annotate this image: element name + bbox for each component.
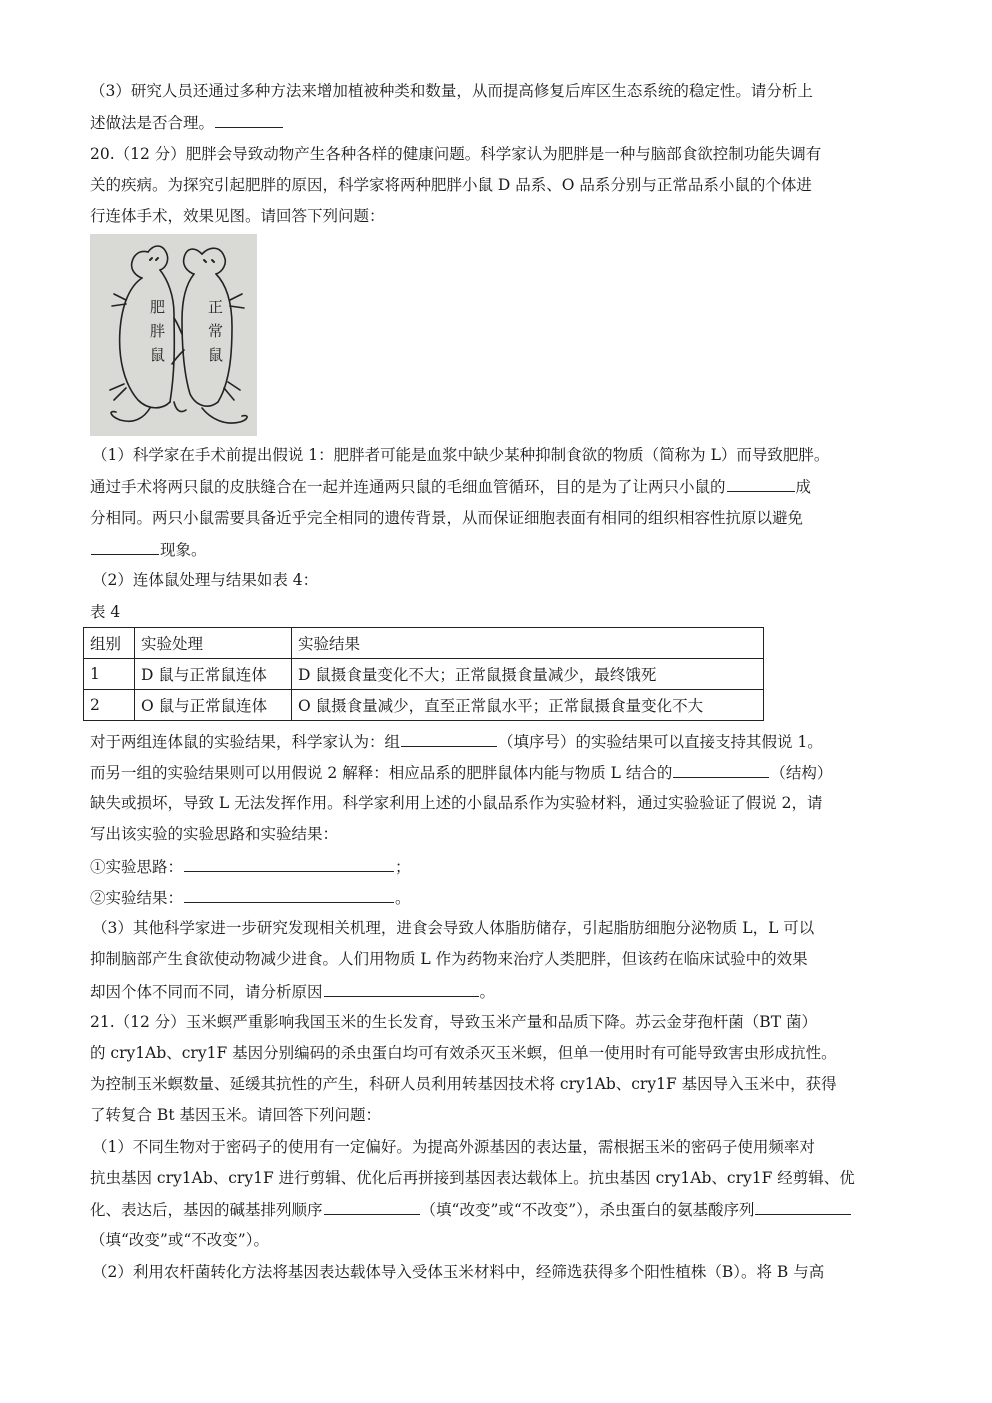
q20-p3-line2: 抑制脑部产生食欲使动物减少进食。人们用物质 L 作为药物来治疗人类肥胖，但该药在临床试验中的效果 <box>90 950 808 968</box>
table-4 <box>83 627 764 721</box>
experiment-result-line <box>90 886 904 909</box>
q20-p1-line2 <box>90 475 904 498</box>
q21-line2: 的 cry1Ab、cry1F 基因分别编码的杀虫蛋白均可有效杀灭玉米螟，但单一使用时有可能导致害虫形成抗性。 <box>90 1044 837 1062</box>
q20-p3-line1: （3）其他科学家进一步研究发现相关机理，进食会导致人体脂肪储存，引起脂肪细胞分泌物质 L，L 可以 <box>92 919 815 937</box>
table-caption: 表 4 <box>90 603 121 621</box>
q20-p3-line3 <box>90 980 904 1003</box>
q21-p1-line4: （填“改变”或“不改变”）。 <box>90 1231 269 1249</box>
answer-blank <box>324 980 479 997</box>
table-cell: 1 <box>84 659 135 690</box>
q20-p1-line3: 分相同。两只小鼠需要具备近乎完全相同的遗传背景，从而保证细胞表面有相同的组织相容性抗原以避免 <box>90 509 804 527</box>
q20-after-text-2a: 而另一组的实验结果则可以用假说 2 解释：相应品系的肥胖鼠体内能与物质 L 结合的 <box>90 764 673 782</box>
left-mouse-label-2: 胖 <box>150 322 166 340</box>
experiment-result-label: ②实验结果： <box>90 889 184 907</box>
q20-p3-text: 却因个体不同而不同，请分析原因 <box>90 983 323 1001</box>
q21-p1-text-3a: 化、表达后，基因的碱基排列顺序 <box>90 1201 323 1219</box>
q20-p2-line1: （2）连体鼠处理与结果如表 4： <box>92 571 319 589</box>
experiment-result-end: 。 <box>395 889 411 907</box>
q20-after-line3: 缺失或损坏，导致 L 无法发挥作用。科学家利用上述的小鼠品系作为实验材料，通过实验验证了假说 2，请 <box>90 794 823 812</box>
q21-p1-line3 <box>90 1198 904 1221</box>
answer-blank <box>401 730 497 747</box>
q20-after-text-1b: （填序号）的实验结果可以直接支持其假说 1。 <box>498 733 823 751</box>
left-mouse-label-3: 鼠 <box>150 346 166 364</box>
table-cell: O 鼠与正常鼠连体 <box>135 690 292 721</box>
table-header: 实验结果 <box>292 628 764 659</box>
q21-line1: 21.（12 分）玉米螟严重影响我国玉米的生长发育，导致玉米产量和品质下降。苏云金芽孢杆菌（BT 菌） <box>90 1013 817 1031</box>
q20-p1-line4 <box>90 538 904 561</box>
table-cell: O 鼠摄食量减少，直至正常鼠水平；正常鼠摄食量变化不大 <box>292 690 764 721</box>
q20-p3-end: 。 <box>479 983 496 1001</box>
q19-p3-line1: （3）研究人员还通过多种方法来增加植被种类和数量，从而提高修复后库区生态系统的稳定性。请分析上 <box>90 82 813 100</box>
table-header: 组别 <box>84 628 135 659</box>
answer-blank <box>755 1198 851 1215</box>
q20-intro-line1: 20.（12 分）肥胖会导致动物产生各种各样的健康问题。科学家认为肥胖是一种与脑部食欲控制功能失调有 <box>90 145 822 163</box>
q21-line3: 为控制玉米螟数量、延缓其抗性的产生，科研人员利用转基因技术将 cry1Ab、cry1F 基因导入玉米中，获得 <box>90 1075 837 1093</box>
q20-after-line4: 写出该实验的实验思路和实验结果： <box>90 825 339 843</box>
q21-p1-line2: 抗虫基因 cry1Ab、cry1F 进行剪辑、优化后再拼接到基因表达载体上。抗虫基因 cry1Ab、cry1F 经剪辑、优 <box>90 1169 855 1187</box>
table-header-row <box>84 628 764 659</box>
q20-p1-line1: （1）科学家在手术前提出假说 1：肥胖者可能是血浆中缺少某种抑制食欲的物质（简称为 L）而导致肥胖。 <box>92 446 830 464</box>
experiment-idea-line <box>90 855 904 878</box>
q21-p1-line1: （1）不同生物对于密码子的使用有一定偏好。为提高外源基因的表达量，需根据玉米的密码子使用频率对 <box>92 1138 815 1156</box>
table-row <box>84 690 764 721</box>
q20-p1-text-4: 现象。 <box>160 541 207 559</box>
right-mouse-label-3: 鼠 <box>208 346 224 364</box>
q21-p2-line1: （2）利用农杆菌转化方法将基因表达载体导入受体玉米材料中，经筛选获得多个阳性植株（B）。将 B 与高 <box>92 1263 825 1281</box>
answer-blank <box>215 111 283 128</box>
q20-intro-line2: 关的疾病。为探究引起肥胖的原因，科学家将两种肥胖小鼠 D 品系、O 品系分别与正常品系小鼠的个体进 <box>90 176 812 194</box>
table-header: 实验处理 <box>135 628 292 659</box>
experiment-idea-end: ； <box>395 858 411 876</box>
q20-after-text-2b: （结构） <box>770 764 833 782</box>
right-mouse-label-2: 常 <box>208 322 224 340</box>
q20-after-line2 <box>90 761 904 784</box>
table-cell: 2 <box>84 690 135 721</box>
table-row <box>84 659 764 690</box>
mice-drawing <box>90 234 257 436</box>
q21-p1-text-3b: （填“改变”或“不改变”），杀虫蛋白的氨基酸序列 <box>420 1201 755 1219</box>
q19-p3-line2 <box>90 111 904 134</box>
table-cell: D 鼠与正常鼠连体 <box>135 659 292 690</box>
answer-blank <box>184 886 394 903</box>
q20-after-text-1a: 对于两组连体鼠的实验结果，科学家认为：组 <box>90 733 401 751</box>
answer-blank <box>673 761 769 778</box>
q20-intro-line3: 行连体手术，效果见图。请回答下列问题： <box>90 207 385 225</box>
table-cell: D 鼠摄食量变化不大；正常鼠摄食量减少，最终饿死 <box>292 659 764 690</box>
answer-blank <box>91 538 159 555</box>
answer-blank <box>727 475 795 492</box>
q21-line4: 了转复合 Bt 基因玉米。请回答下列问题： <box>90 1106 381 1124</box>
left-mouse-label-1: 肥 <box>150 298 166 316</box>
answer-blank <box>184 855 394 872</box>
right-mouse-label-1: 正 <box>208 298 224 316</box>
q20-p1-text: 通过手术将两只鼠的皮肤缝合在一起并连通两只鼠的毛细血管循环，目的是为了让两只小鼠的 <box>90 478 726 496</box>
experiment-idea-label: ①实验思路： <box>90 858 184 876</box>
parabiosis-mice-figure <box>90 234 257 436</box>
q19-p3-text: 述做法是否合理。 <box>90 114 215 132</box>
q20-p1-text-end: 成 <box>795 478 812 496</box>
q20-after-line1 <box>90 730 904 753</box>
answer-blank <box>324 1198 420 1215</box>
